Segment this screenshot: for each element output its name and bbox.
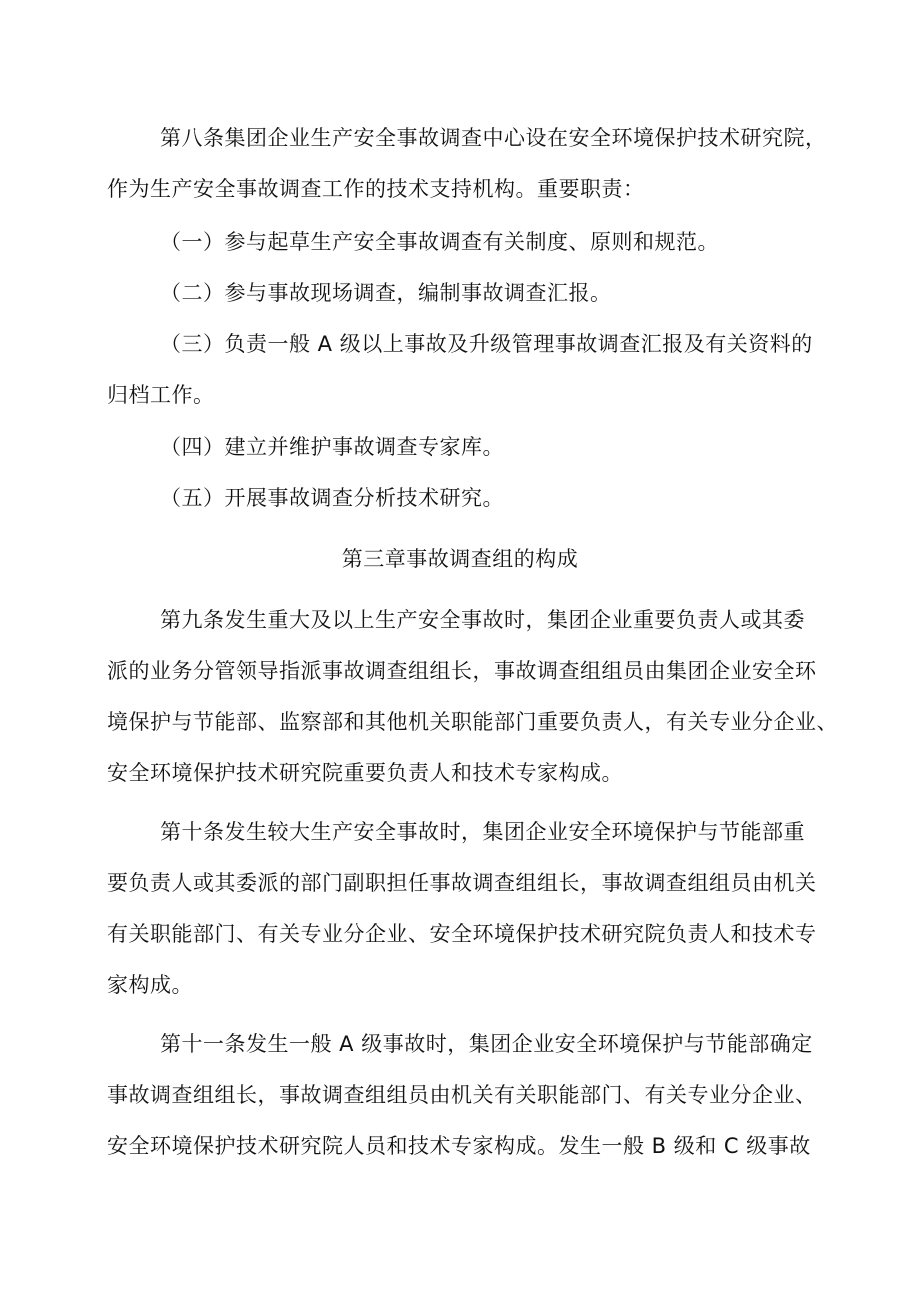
article-8-line-1: 第八条集团企业生产安全事故调查中心设在安全环境保护技术研究院，: [160, 126, 827, 150]
duty-1: （一）参与起草生产安全事故调查有关制度、原则和规范。: [160, 230, 719, 254]
article-9-line-1: 第九条发生重大及以上生产安全事故时，集团企业重要负责人或其委: [160, 608, 805, 632]
article-10-line-4: 家构成。: [107, 973, 193, 997]
duty-2: （二）参与事故现场调查，编制事故调查汇报。: [160, 281, 612, 305]
article-9-line-3: 境保护与节能部、监察部和其他机关职能部门重要负责人，有关专业分企业、: [107, 710, 838, 734]
article-11-line-3: 安全环境保护技术研究院人员和技术专家构成。发生一般 B 级和 C 级事故: [107, 1134, 811, 1158]
article-11-line-2: 事故调查组组长，事故调查组组员由机关有关职能部门、有关专业分企业、: [107, 1083, 817, 1107]
article-11-line-1: 第十一条发生一般 A 级事故时，集团企业安全环境保护与节能部确定: [160, 1032, 813, 1056]
duty-3-line-2: 归档工作。: [107, 383, 215, 407]
chapter-3-heading: 第三章事故调查组的构成: [341, 547, 579, 571]
duty-4: （四）建立并维护事故调查专家库。: [160, 435, 504, 459]
duty-3-line-1: （三）负责一般 A 级以上事故及升级管理事故调查汇报及有关资料的: [160, 332, 813, 356]
article-10-line-1: 第十条发生较大生产安全事故时，集团企业安全环境保护与节能部重: [160, 820, 805, 844]
article-8-line-2: 作为生产安全事故调查工作的技术支持机构。重要职责：: [107, 177, 645, 201]
article-9-line-2: 派的业务分管领导指派事故调查组组长，事故调查组组员由集团企业安全环: [107, 659, 817, 683]
article-10-line-2: 要负责人或其委派的部门副职担任事故调查组组长，事故调查组组员由机关: [107, 871, 817, 895]
article-10-line-3: 有关职能部门、有关专业分企业、安全环境保护技术研究院负责人和技术专: [107, 922, 817, 946]
duty-5: （五）开展事故调查分析技术研究。: [160, 486, 504, 510]
article-9-line-4: 安全环境保护技术研究院重要负责人和技术专家构成。: [107, 761, 623, 785]
